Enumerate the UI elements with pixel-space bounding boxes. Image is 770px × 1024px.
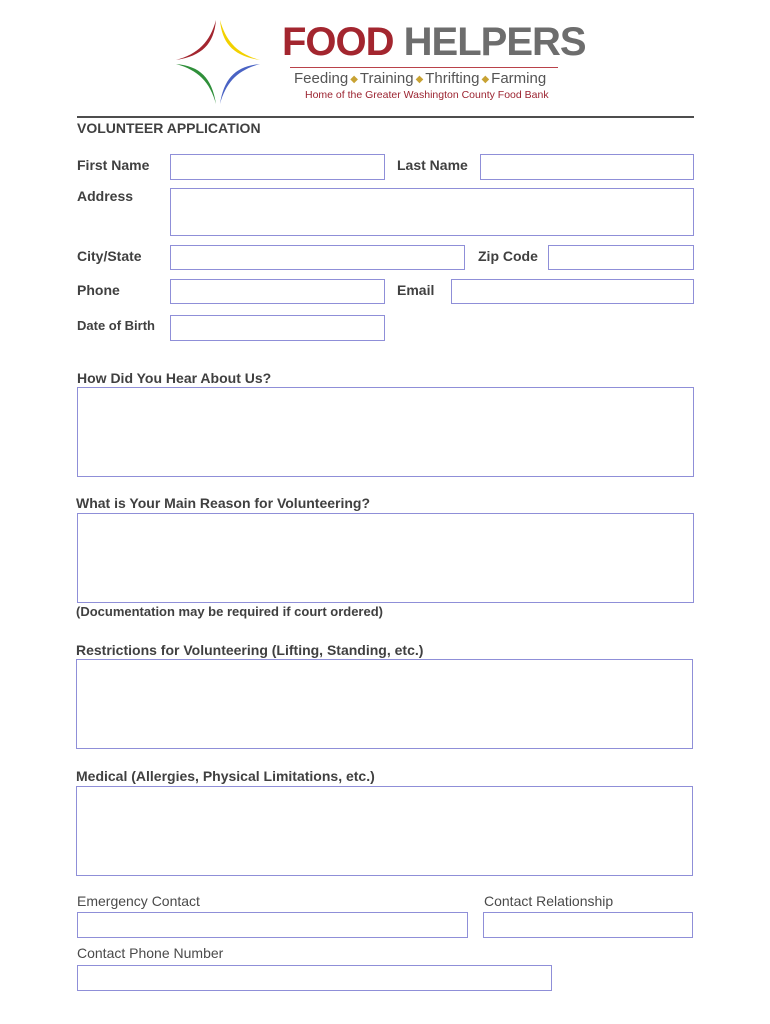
diamond-icon: ◆	[481, 74, 490, 85]
emergency-contact-label: Emergency Contact	[77, 893, 200, 909]
restrictions-field[interactable]	[76, 659, 693, 749]
contact-phone-label: Contact Phone Number	[77, 945, 224, 961]
documentation-note: (Documentation may be required if court ordered)	[76, 604, 383, 619]
brand-subtitle: Home of the Greater Washington County Food Bank	[305, 89, 549, 101]
last-name-field[interactable]	[480, 154, 694, 180]
first-name-field[interactable]	[170, 154, 385, 180]
brand-divider	[290, 67, 558, 68]
main-reason-label: What is Your Main Reason for Volunteering?	[76, 495, 371, 511]
diamond-icon: ◆	[415, 74, 424, 85]
address-field[interactable]	[170, 188, 694, 236]
contact-relationship-field[interactable]	[483, 912, 693, 938]
form-title: VOLUNTEER APPLICATION	[77, 120, 261, 136]
medical-field[interactable]	[76, 786, 693, 876]
zip-code-label: Zip Code	[478, 248, 538, 264]
city-state-field[interactable]	[170, 245, 465, 270]
brand-title-food: FOOD	[282, 20, 394, 64]
first-name-label: First Name	[77, 157, 150, 173]
last-name-label: Last Name	[397, 157, 468, 173]
date-of-birth-label: Date of Birth	[77, 318, 155, 333]
header-divider	[77, 116, 694, 118]
phone-label: Phone	[77, 282, 120, 298]
address-label: Address	[77, 188, 134, 204]
brand-title-helpers: HELPERS	[403, 20, 586, 64]
main-reason-field[interactable]	[77, 513, 694, 603]
medical-label: Medical (Allergies, Physical Limitations, etc.)	[76, 768, 375, 784]
brand-tagline	[294, 70, 546, 89]
emergency-contact-field[interactable]	[77, 912, 468, 938]
tagline-item: Training	[359, 70, 414, 87]
city-state-label: City/State	[77, 248, 142, 264]
email-label: Email	[397, 282, 435, 298]
contact-relationship-label: Contact Relationship	[484, 893, 614, 909]
brand-title	[282, 18, 586, 66]
tagline-item: Feeding	[294, 70, 349, 87]
zip-code-field[interactable]	[548, 245, 694, 270]
date-of-birth-field[interactable]	[170, 315, 385, 341]
tagline-item: Thrifting	[425, 70, 480, 87]
tagline-item: Farming	[491, 70, 547, 87]
hear-about-us-label: How Did You Hear About Us?	[77, 370, 272, 386]
phone-field[interactable]	[170, 279, 385, 304]
contact-phone-field[interactable]	[77, 965, 552, 991]
email-field[interactable]	[451, 279, 694, 304]
hear-about-us-field[interactable]	[77, 387, 694, 477]
restrictions-label: Restrictions for Volunteering (Lifting, Standing, etc.)	[76, 642, 424, 658]
diamond-icon: ◆	[350, 74, 358, 85]
food-helpers-logo-icon	[170, 14, 266, 110]
